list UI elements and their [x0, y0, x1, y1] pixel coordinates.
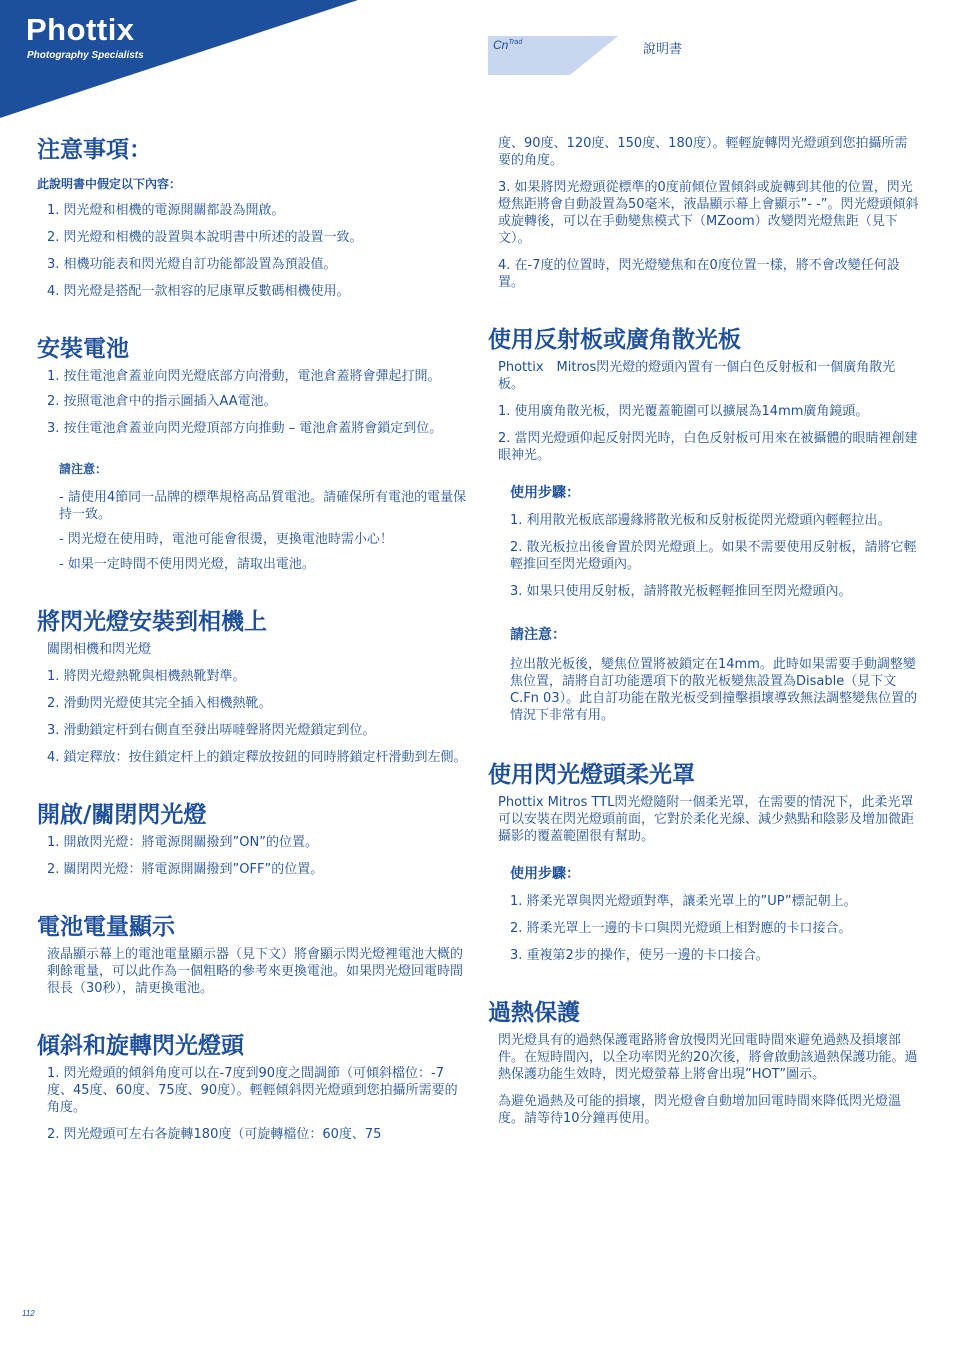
page-number: 112: [22, 1309, 35, 1318]
softbox-steps-title: 使用步驟：: [510, 866, 580, 882]
reflector-caution-title: 請注意：: [510, 627, 566, 643]
battery-caution-title: 請注意：: [59, 462, 108, 476]
tilt-item-1: 1. 閃光燈頭的傾斜角度可以在-7度到90度之間調節（可傾斜檔位：-7度、45度、60度、75度、90度）。輕輕傾斜閃光燈頭到您拍攝所需要的角度。: [47, 1066, 458, 1115]
notes-title: 注意事項：: [37, 137, 152, 163]
softbox-step-2: 2. 將柔光罩上一邊的卡口與閃光燈頭上相對應的卡口接合。: [510, 921, 852, 936]
battery-item-3: 3. 按住電池倉蓋並向閃光燈頂部方向推動 – 電池倉蓋將會鎖定到位。: [47, 421, 443, 436]
notes-item-2: 2. 閃光燈和相機的設置與本說明書中所述的設置一致。: [47, 230, 363, 245]
language-tag: [493, 38, 522, 52]
mount-title: 將閃光燈安裝到相機上: [37, 609, 267, 635]
overheat-para-1: 閃光燈具有的過熱保護電路將會放慢閃光回電時間來避免過熱及損壞部件。在短時間內，以全功率閃光約20次後，將會啟動該過熱保護功能。過熱保護功能生效時，閃光燈螢幕上將會出現”HOT”圖示。: [498, 1033, 918, 1082]
power-item-1: 1. 開啟閃光燈：將電源開關撥到”ON”的位置。: [47, 835, 318, 850]
battery-level-text: 液晶顯示幕上的電池電量顯示器（見下文）將會顯示閃光燈裡電池大概的剩餘電量，可以此作為一個粗略的參考來更換電池。如果閃光燈回電時間很長（30秒），請更換電池。: [47, 947, 464, 996]
left-column: [37, 133, 469, 1143]
power-title: 開啟/關閉閃光燈: [37, 802, 207, 828]
tilt-item-2: 2. 閃光燈頭可左右各旋轉180度（可旋轉檔位：60度、75: [47, 1127, 382, 1142]
notes-item-1: 1. 閃光燈和相機的電源開關都設為開啟。: [47, 203, 285, 218]
reflector-caution: 拉出散光板後，變焦位置將被鎖定在14mm。此時如果需要手動調整變焦位置，請將自訂功能選項下的散光板變焦設置為Disable（見下文C.Fn 03）。此自訂功能在散光板受到撞擊損壞導致無法調整變焦位置的情況下非常有用。: [510, 657, 918, 723]
reflector-step-1: 1. 利用散光板底部邊緣將散光板和反射板從閃光燈頭內輕輕拉出。: [510, 513, 891, 528]
notes-item-3: 3. 相機功能表和閃光燈自訂功能都設置為預設值。: [47, 257, 337, 272]
reflector-title: 使用反射板或廣角散光板: [488, 327, 741, 353]
softbox-title: 使用閃光燈頭柔光罩: [488, 762, 695, 788]
reflector-step-3: 3. 如果只使用反射板，請將散光板輕輕推回至閃光燈頭內。: [510, 584, 852, 599]
manual-label: 說明書: [643, 42, 683, 57]
mount-item-2: 2. 滑動閃光燈使其完全插入相機熱靴。: [47, 696, 272, 711]
brand-tagline: Photography Specialists: [27, 50, 144, 61]
battery-caution-1: - 請使用4節同一品牌的標準規格高品質電池。請確保所有電池的電量保持一致。: [59, 490, 467, 522]
mount-item-4: 4. 鎖定釋放：按住鎖定杆上的鎖定釋放按鈕的同時將鎖定杆滑動到左側。: [47, 750, 467, 765]
brand-logo: Phottix: [26, 12, 135, 47]
battery-caution-3: - 如果一定時間不使用閃光燈，請取出電池。: [59, 557, 315, 572]
power-item-2: 2. 關閉閃光燈：將電源開關撥到”OFF”的位置。: [47, 862, 324, 877]
softbox-step-3: 3. 重複第2步的操作，使另一邊的卡口接合。: [510, 948, 769, 963]
reflector-intro: Phottix Mitros閃光燈的燈頭內置有一個白色反射板和一個廣角散光板。: [498, 360, 896, 392]
overheat-title: 過熱保護: [488, 1000, 580, 1026]
reflector-item-1: 1. 使用廣角散光板，閃光覆蓋範圍可以擴展為14mm廣角鏡頭。: [498, 404, 869, 419]
mount-item-3: 3. 滑動鎖定杆到右側直至發出哢噠聲將閃光燈鎖定到位。: [47, 723, 376, 738]
right-column: [488, 133, 920, 1127]
reflector-steps-title: 使用步驟：: [510, 485, 580, 501]
battery-level-title: 電池電量顯示: [37, 914, 175, 940]
reflector-item-2: 2. 當閃光燈頭仰起反射閃光時，白色反射板可用來在被攝體的眼睛裡創建眼神光。: [498, 431, 918, 463]
mount-intro: 關閉相機和閃光燈: [47, 642, 152, 657]
tilt-continued: 度、90度、120度、150度、180度）。輕輕旋轉閃光燈頭到您拍攝所需要的角度。: [498, 136, 908, 168]
notes-item-4: 4. 閃光燈是搭配一款相容的尼康單反數碼相機使用。: [47, 284, 350, 299]
language-code: Cn: [493, 38, 509, 52]
reflector-step-2: 2. 散光板拉出後會置於閃光燈頭上。如果不需要使用反射板，請將它輕輕推回至閃光燈頭內。: [510, 540, 917, 572]
tilt-item-3: 3. 如果將閃光燈頭從標準的0度前傾位置傾斜或旋轉到其他的位置，閃光燈焦距將會自動設置為50毫米，液晶顯示幕上會顯示”- -”。閃光燈頭傾斜或旋轉後，可以在手動變焦模式下（MZoom）改變閃光燈焦距（見下文）。: [498, 180, 919, 246]
language-sup: Trad: [508, 39, 523, 46]
battery-caution-2: - 閃光燈在使用時，電池可能會很燙，更換電池時需小心！: [59, 532, 393, 547]
softbox-step-1: 1. 將柔光罩與閃光燈頭對準，讓柔光罩上的”UP”標記朝上。: [510, 894, 857, 909]
battery-title: 安裝電池: [37, 336, 129, 362]
softbox-intro: Phottix Mitros TTL閃光燈隨附一個柔光罩，在需要的情況下，此柔光罩可以安裝在閃光燈頭前面，它對於柔化光線、減少熱點和陰影及增加微距攝影的覆蓋範圍很有幫助。: [498, 795, 915, 844]
notes-subtitle: 此說明書中假定以下內容：: [37, 177, 182, 191]
tilt-item-4: 4. 在-7度的位置時，閃光燈變焦和在0度位置一樣，將不會改變任何設置。: [498, 258, 900, 290]
mount-item-1: 1. 將閃光燈熱靴與相機熱靴對準。: [47, 669, 246, 684]
battery-item-2: 2. 按照電池倉中的指示圖插入AA電池。: [47, 394, 277, 409]
overheat-para-2: 為避免過熱及可能的損壞，閃光燈會自動增加回電時間來降低閃光燈溫度。請等待10分鐘再使用。: [498, 1094, 902, 1126]
header-banner: [0, 0, 954, 130]
tilt-title: 傾斜和旋轉閃光燈頭: [37, 1033, 244, 1059]
battery-item-1: 1. 按住電池倉蓋並向閃光燈底部方向滑動，電池倉蓋將會彈起打開。: [47, 369, 441, 384]
